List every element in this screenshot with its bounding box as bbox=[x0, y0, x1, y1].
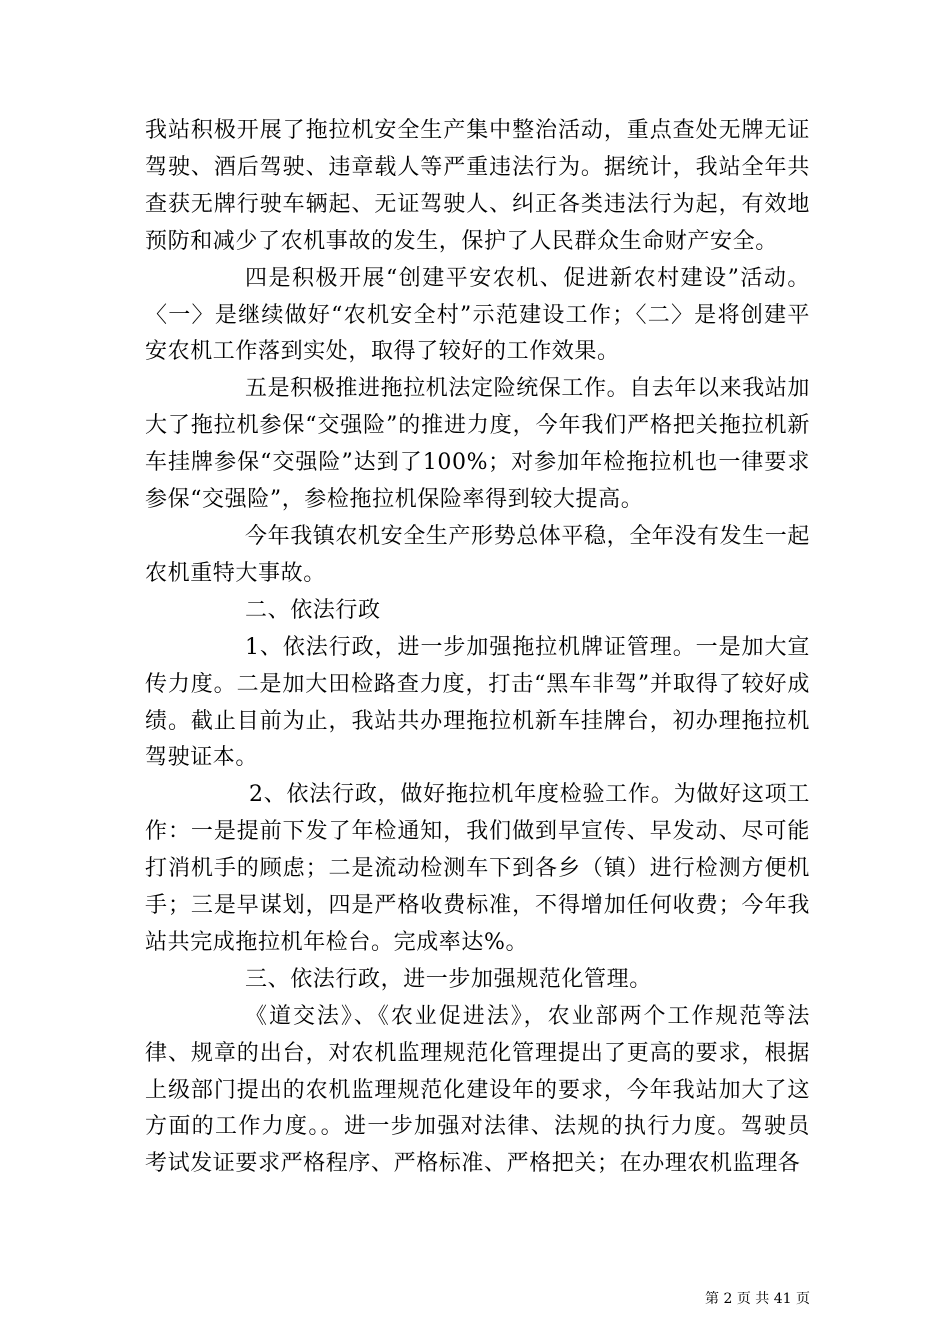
paragraph-6: 1、依法行政，进一步加强拖拉机牌证管理。一是加大宣传力度。二是加大田检路查力度，打击“黑车非驾”并取得了较好成绩。截止目前为止，我站共办理拖拉机新车挂牌台，初办理拖拉机驾驶证本。 bbox=[145, 634, 810, 771]
section-heading-3: 三、依法行政，进一步加强规范化管理。 bbox=[245, 966, 652, 992]
paragraph-3: 五是积极推进拖拉机法定险统保工作。自去年以来我站加大了拖拉机参保“交强险”的推进力度，今年我们严格把关拖拉机新车挂牌参保“交强险”达到了100%；对参加年检拖拉机也一律要求参保“交强险”，参检拖拉机保险率得到较大提高。 bbox=[145, 376, 811, 513]
paragraph-7: 2、依法行政，做好拖拉机年度检验工作。为做好这项工作：一是提前下发了年检通知，我们做到早宣传、早发动、尽可能打消机手的顾虑；二是流动检测车下到各乡（镇）进行检测方便机手；三是早谋划，四是严格收费标准，不得增加任何收费；今年我站共完成拖拉机年检台。完成率达%。 bbox=[145, 782, 810, 955]
document-body bbox=[145, 113, 810, 1183]
page-number-footer: 第 2 页 共 41 页 bbox=[705, 1291, 810, 1307]
paragraph-9: 《道交法》、《农业促进法》，农业部两个工作规范等法律、规章的出台，对农机监理规范化管理提出了更高的要求，根据上级部门提出的农机监理规范化建设年的要求，今年我站加大了这方面的工作力度。。进一步加强对法律、法规的执行力度。驾驶员考试发证要求严格程序、严格标准、严格把关；在办理农机监理各 bbox=[145, 1003, 810, 1177]
paragraph-2: 四是积极开展“创建平安农机、促进新农村建设”活动。〈一〉是继续做好“农机安全村”示范建设工作；〈二〉是将创建平安农机工作落到实处，取得了较好的工作效果。 bbox=[145, 265, 810, 365]
paragraph-1: 我站积极开展了拖拉机安全生产集中整治活动，重点查处无牌无证驾驶、酒后驾驶、违章载人等严重违法行为。据统计，我站全年共查获无牌行驶车辆起、无证驾驶人、纠正各类违法行为起，有效地预防和减少了农机事故的发生，保护了人民群众生命财产安全。 bbox=[145, 118, 810, 254]
paragraph-4: 今年我镇农机安全生产形势总体平稳，全年没有发生一起农机重特大事故。 bbox=[145, 523, 811, 586]
section-heading-2: 二、依法行政 bbox=[245, 597, 381, 623]
